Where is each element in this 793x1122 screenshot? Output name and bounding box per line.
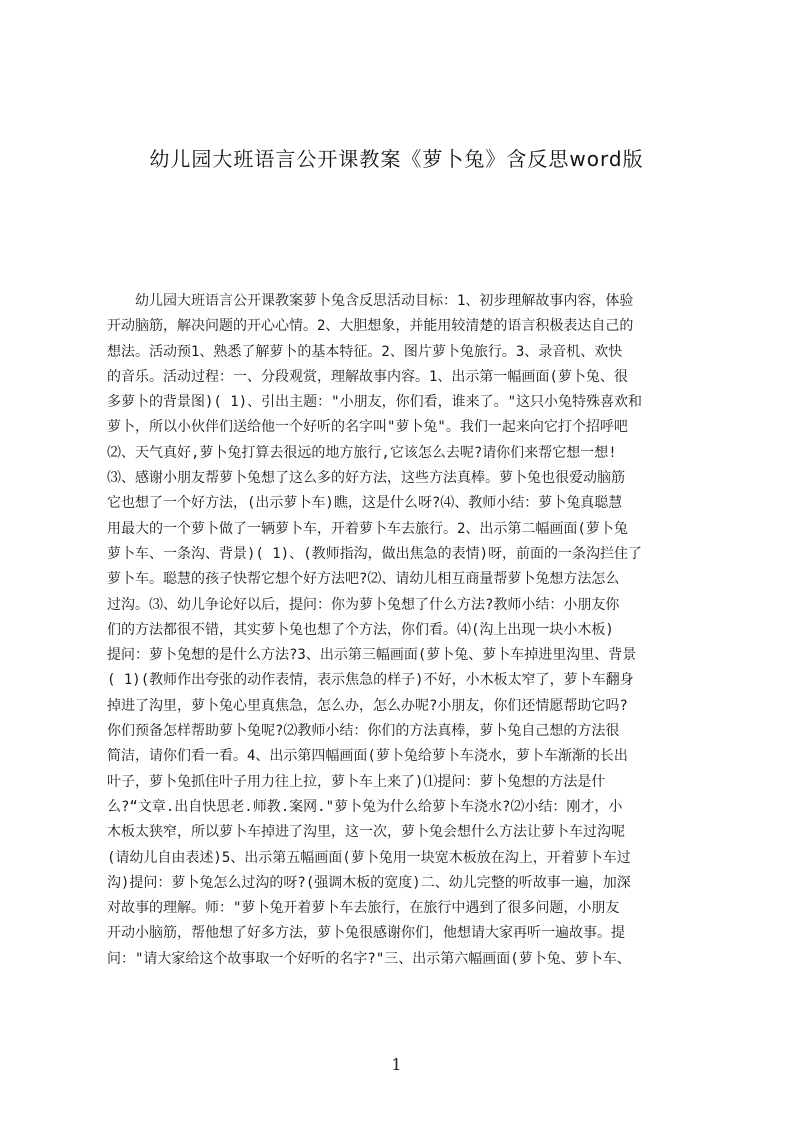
body-text-line: 幼儿园大班语言公开课教案萝卜兔含反思活动目标：1、初步理解故事内容，体验 [107, 293, 634, 309]
body-text-line: 萝卜，所以小伙伴们送给他一个好听的名字叫"萝卜兔"。我们一起来向它打个招呼吧 [107, 419, 628, 436]
body-text-line: 多萝卜的背景图)( 1)、引出主题："小朋友，你们看，谁来了。"这只小兔特殊喜欢和 [107, 394, 642, 411]
body-text-line: 过沟。⑶、幼儿争论好以后，提问：你为萝卜兔想了什么方法?教师小结：小朋友你 [107, 596, 620, 613]
body-text-line: 简洁，请你们看一看。4、出示第四幅画面(萝卜兔给萝卜车浇水，萝卜车渐渐的长出 [107, 748, 628, 765]
body-text-line: 用最大的一个萝卜做了一辆萝卜车，开着萝卜车去旅行。2、出示第二幅画面(萝卜兔 [107, 520, 628, 537]
body-text-line: 对故事的理解。师："萝卜兔开着萝卜车去旅行，在旅行中遇到了很多问题，小朋友 [107, 900, 620, 917]
document-body [107, 289, 707, 972]
body-text-line: 开动脑筋，解决问题的开心心情。2、大胆想象，并能用较清楚的语言积极表达自己的 [107, 318, 634, 335]
body-text-line: 问："请大家给这个故事取一个好听的名字?"三、出示第六幅画面(萝卜兔、萝卜车、 [107, 950, 631, 967]
body-text-line: ( 1)(教师作出夸张的动作表情，表示焦急的样子)不好，小木板太窄了，萝卜车翻身 [107, 672, 634, 689]
body-text-line: 沟)提问：萝卜兔怎么过沟的呀?(强调木板的宽度)二、幼儿完整的听故事一遍，加深 [107, 874, 631, 891]
body-text-line: 叶子，萝卜兔抓住叶子用力往上拉，萝卜车上来了)⑴提问：萝卜兔想的方法是什 [107, 773, 606, 790]
body-text-line: 萝卜车。聪慧的孩子快帮它想个好方法吧?⑵、请幼儿相互商量帮萝卜兔想方法怎么 [107, 571, 620, 588]
body-text-line: 们的方法都很不错，其实萝卜兔也想了个方法，你们看。⑷(沟上出现一块小木板) [107, 621, 614, 638]
body-text-line: 的音乐。活动过程：一、分段观赏，理解故事内容。1、出示第一幅画面(萝卜兔、很 [107, 368, 628, 385]
body-text-line: 萝卜车、一条沟、背景)( 1)、(教师指沟，做出焦急的表情)呀，前面的一条沟拦住了 [107, 545, 642, 562]
body-text-line: (请幼儿自由表述)5、出示第五幅画面(萝卜兔用一块宽木板放在沟上，开着萝卜车过 [107, 849, 631, 866]
page-number: 1 [391, 1055, 402, 1074]
body-text-line: 提问：萝卜兔想的是什么方法?3、出示第三幅画面(萝卜兔、萝卜车掉进里沟里、背景 [107, 647, 637, 664]
body-text-line: ⑶、感谢小朋友帮萝卜兔想了这么多的好方法，这些方法真棒。萝卜兔也很爱动脑筋 [107, 470, 625, 487]
body-text-line: 掉进了沟里，萝卜兔心里真焦急，怎么办，怎么办呢?小朋友，你们还情愿帮助它吗? [107, 697, 628, 714]
body-text-line: 开动小脑筋，帮他想了好多方法，萝卜兔很感谢你们，他想请大家再听一遍故事。提 [107, 925, 625, 942]
document-title: 幼儿园大班语言公开课教案《萝卜兔》含反思word版 [149, 147, 644, 171]
body-text-line: 它也想了一个好方法，(出示萝卜车)瞧，这是什么呀?⑷、教师小结：萝卜兔真聪慧 [107, 495, 623, 512]
body-text-line: 木板太狭窄，所以萝卜车掉进了沟里，这一次，萝卜兔会想什么方法让萝卜车过沟呢 [107, 824, 625, 841]
body-text-line: 想法。活动预1、熟悉了解萝卜的基本特征。2、图片萝卜兔旅行。3、录音机、欢快 [107, 343, 623, 360]
body-text-line: ⑵、天气真好,萝卜兔打算去很远的地方旅行,它该怎么去呢?请你们来帮它想一想! [107, 444, 617, 461]
body-text-line: 你们预备怎样帮助萝卜兔呢?⑵教师小结：你们的方法真棒，萝卜兔自己想的方法很 [107, 723, 620, 740]
body-text-line: 么?“文章.出自快思老.师教.案网."萝卜兔为什么给萝卜车浇水?⑵小结：刚才，小 [107, 798, 623, 815]
